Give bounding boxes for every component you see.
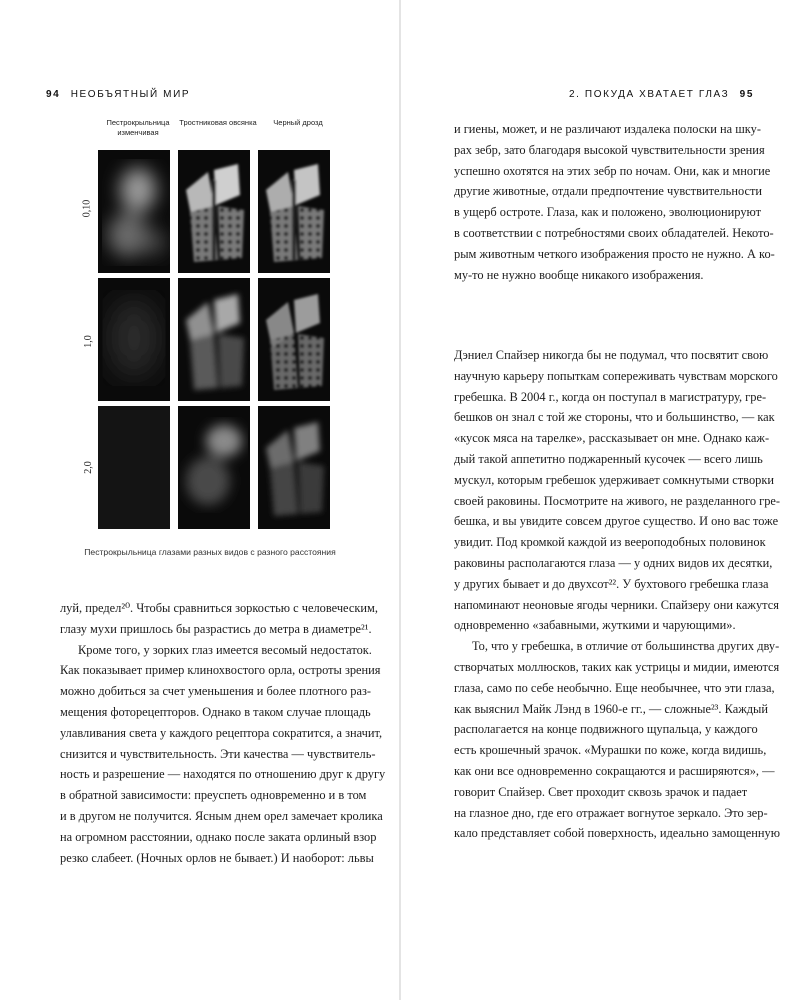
text-line: бешка, и вы увидите совсем другое существо. И оно вас тоже xyxy=(454,514,779,529)
text-line: и в другом не получится. Ясным днем орел замечает кролика xyxy=(60,808,383,823)
text-line: на огромном расстоянии, однако после заката орлиный взор xyxy=(60,829,377,844)
page-gutter xyxy=(399,0,401,1000)
text-line: у других бывает и до двухсот²². У бухтового гребешка глаза xyxy=(454,576,769,591)
text-line: в соответствии с потребностями своих обладателей. Некото- xyxy=(454,225,774,240)
left-running-title: НЕОБЪЯТНЫЙ МИР xyxy=(70,89,191,100)
text-line: и гиены, может, и не различают издалека полоски на шку- xyxy=(454,122,761,136)
image-reed-bunting-1-0 xyxy=(178,278,250,401)
text-line: мещения фоторецепторов. Однако в таком случае площадь xyxy=(60,704,371,719)
image-blackbird-1-0 xyxy=(258,278,330,401)
text-line: глаза, само по себе необычно. Еще необычнее, что эти глаза, xyxy=(454,680,775,695)
text-line: Кроме того, у зорких глаз имеется весомый недостаток. xyxy=(78,642,372,657)
text-line: своей раковины. Посмотрите на живого, не разделанного гре- xyxy=(454,493,781,508)
image-butterfly-2-0 xyxy=(98,406,170,529)
text-line: раковины располагаются глаза — у одних видов их десятки, xyxy=(454,555,773,570)
text-line: на глазное дно, где его отражает вогнутое зеркало. Это зер- xyxy=(454,805,768,820)
text-line: бешков он знал с той же стороны, что и большинство, — как xyxy=(454,410,775,425)
text-line: улавливания света у каждого рецептора сократится, а значит, xyxy=(60,725,383,740)
image-butterfly-1-0 xyxy=(98,278,170,401)
text-line: Дэниел Спайзер никогда бы не подумал, что посвятит свою xyxy=(454,348,769,362)
text-line: гребешка. В 2004 г., когда он поступал в магистратуру, гре- xyxy=(454,389,767,404)
text-line: дый такой аппетитно поджаренный кусочек — всего лишь xyxy=(454,451,763,466)
text-line: говорит Спайзер. Свет проходит сквозь зрачок и падает xyxy=(454,784,748,799)
distance-label-1-0: 1,0 xyxy=(82,335,94,348)
text-line: располагается на конце подвижного щупальца, у каждого xyxy=(454,722,758,737)
text-line: глазу мухи пришлось бы разрастись до метра в диаметре²¹. xyxy=(60,621,372,636)
left-body-text xyxy=(60,598,386,868)
right-page-number: 95 xyxy=(739,89,754,100)
text-line: кало представляет собой поверхность, идеально замощенную xyxy=(454,826,780,841)
figure-caption: Пестрокрыльница глазами разных видов с разного расстояния xyxy=(84,547,336,557)
text-line: научную карьеру попыткам сопереживать чувствам морского xyxy=(454,368,778,383)
text-line: луй, предел²⁰. Чтобы сравниться зоркостью с человеческим, xyxy=(60,601,378,615)
image-blackbird-0-10 xyxy=(258,150,330,273)
text-line: рым животным четкого изображения просто не нужно. А ко- xyxy=(454,246,775,261)
right-body-text-2 xyxy=(454,345,781,844)
text-line: есть крошечный зрачок. «Мурашки по коже, когда видишь, xyxy=(454,743,767,758)
text-line: как они все одновременно сокращаются и расширяются», — xyxy=(454,763,775,778)
image-reed-bunting-2-0 xyxy=(178,406,250,529)
text-line: успешно охотятся на этих зебр по ночам. Они, как и многие xyxy=(454,163,771,178)
left-page-number: 94 xyxy=(46,89,61,100)
text-line: «кусок мяса на тарелке», рассказывает он мне. Однако каж- xyxy=(454,431,770,446)
text-line: му-то не нужно вообще никакого изображения. xyxy=(454,267,704,282)
text-line: мускул, которым гребешок удерживает сомкнутыми створки xyxy=(454,472,774,487)
text-line: створчатых моллюсков, таких как устрицы и мидии, имеются xyxy=(454,659,780,674)
text-line: резко слабеет. (Ночных орлов не бывает.) И наоборот: львы xyxy=(60,850,374,865)
text-line: другие животные, отдали предпочтение чувствительности xyxy=(454,184,763,199)
text-line: То, что у гребешка, в отличие от большинства других дву- xyxy=(472,639,780,654)
text-line: рах зебр, зато благодаря высокой чувствительности зрения xyxy=(454,142,765,157)
distance-label-0-10: 0,10 xyxy=(81,199,93,218)
text-line: напоминают неоновые ягоды черники. Спайзеру они кажутся xyxy=(454,597,779,612)
text-line: в ущерб остроте. Глаза, как и положено, эволюционируют xyxy=(454,205,762,220)
distance-label-2-0: 2,0 xyxy=(82,461,94,474)
column-header-reed-bunting: Тростниковая овсянка xyxy=(179,118,257,127)
column-header-butterfly: Пестрокрыльница изменчивая xyxy=(106,118,170,137)
column-header-blackbird: Черный дрозд xyxy=(273,118,323,127)
text-line: в обратной зависимости: преуспеть одновременно и в том xyxy=(60,788,367,803)
text-line: одновременно «забавными, жуткими и чарующими». xyxy=(454,618,736,633)
right-body-text-1 xyxy=(454,119,775,285)
text-line: ность и разрешение — находятся по отношению друг к другу xyxy=(60,767,386,782)
text-line: как выяснил Майк Лэнд в 1960-е гг., — сложные²³. Каждый xyxy=(454,701,769,716)
text-line: можно добиться за счет уменьшения и более плотного раз- xyxy=(60,684,371,699)
text-line: снизится и чувствительность. Эти качества — чувствитель- xyxy=(60,746,376,761)
text-line: увидит. Под кромкой каждой из веероподобных половинок xyxy=(454,535,766,550)
right-running-title: 2. ПОКУДА ХВАТАЕТ ГЛАЗ xyxy=(569,89,730,100)
right-running-head xyxy=(569,89,760,100)
image-reed-bunting-0-10 xyxy=(178,150,250,273)
left-running-head xyxy=(40,89,190,100)
text-line: Как показывает пример клинохвостого орла, остроты зрения xyxy=(60,663,381,678)
image-blackbird-2-0 xyxy=(258,406,330,529)
image-butterfly-0-10 xyxy=(98,150,170,273)
